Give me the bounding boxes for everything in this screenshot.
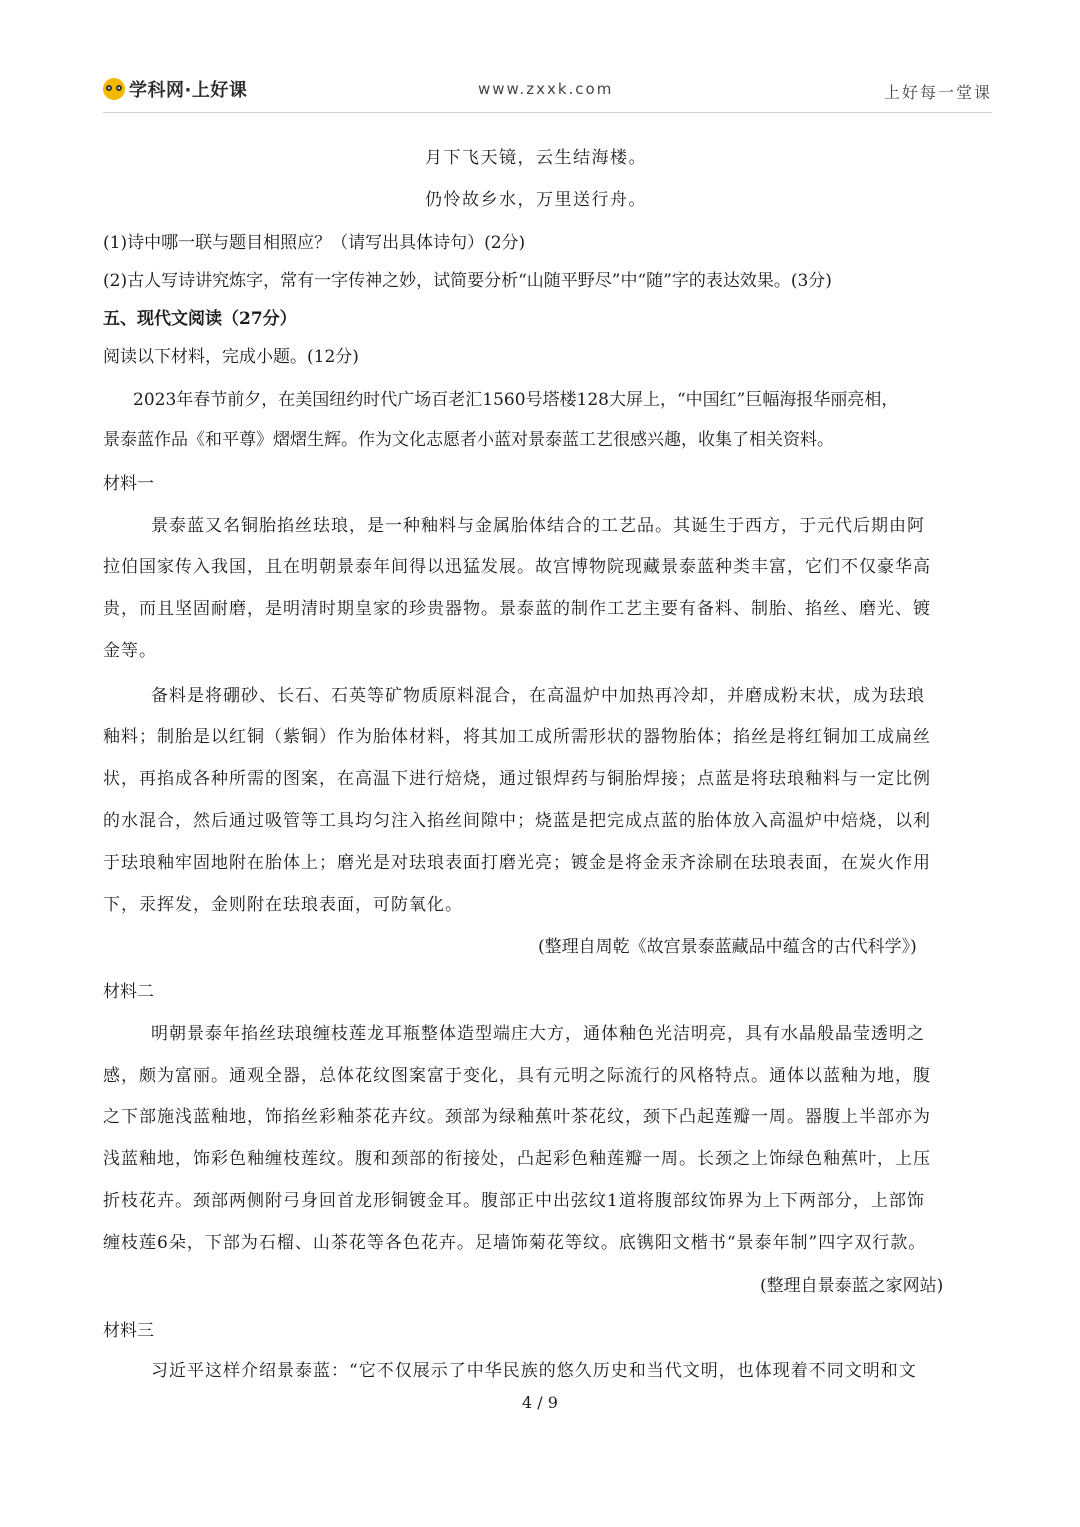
material-2-line: 缠枝莲6朵，下部为石榴、山茶花等各色花卉。足墙饰菊花等纹。底镌阳文楷书“景泰年制”四字双行款。 bbox=[103, 1233, 927, 1253]
intro-line-2: 景泰蓝作品《和平尊》熠熠生辉。作为文化志愿者小蓝对景泰蓝工艺很感兴趣，收集了相关资料。 bbox=[103, 430, 834, 450]
poem-line-2: 仍怜故乡水，万里送行舟。 bbox=[425, 190, 647, 210]
material-3-title: 材料三 bbox=[103, 1321, 154, 1341]
material-1-p2-line: 状，再掐成各种所需的图案，在高温下进行焙烧，通过银焊药与铜胎焊接；点蓝是将珐琅釉料与一定比例 bbox=[103, 769, 931, 789]
material-1-p2-line: 于珐琅釉牢固地附在胎体上；磨光是对珐琅表面打磨光亮；镀金是将金汞齐涂刷在珐琅表面，在炭火作用 bbox=[103, 853, 931, 873]
material-1-p2-line: 釉料；制胎是以红铜（紫铜）作为胎体材料，将其加工成所需形状的器物胎体；掐丝是将红铜加工成扁丝 bbox=[103, 727, 931, 747]
logo-text: 学科网·上好课 bbox=[129, 80, 248, 101]
material-1-source: (整理自周乾《故宫景泰蓝藏品中蕴含的古代科学》) bbox=[538, 937, 917, 957]
material-1-p2-line: 备料是将硼砂、长石、石英等矿物质原料混合，在高温炉中加热再冷却，并磨成粉末状，成为珐琅 bbox=[151, 686, 925, 706]
question-2: (2)古人写诗讲究炼字，常有一字传神之妙，试简要分析“山随平野尽”中“随”字的表达效果。(3分) bbox=[103, 271, 832, 291]
material-1-p1-line: 贵，而且坚固耐磨，是明清时期皇家的珍贵器物。景泰蓝的制作工艺主要有备料、制胎、掐丝、磨光、镀 bbox=[103, 599, 931, 619]
question-1: (1)诗中哪一联与题目相照应？（请写出具体诗句）(2分) bbox=[103, 233, 526, 253]
page-header bbox=[103, 72, 992, 113]
material-1-p1-line: 拉伯国家传入我国，且在明朝景泰年间得以迅猛发展。故宫博物院现藏景泰蓝种类丰富，它们不仅豪华高 bbox=[103, 557, 931, 577]
section-instruction: 阅读以下材料，完成小题。(12分) bbox=[103, 347, 359, 367]
material-1-p2-line: 下，汞挥发，金则附在珐琅表面，可防氧化。 bbox=[103, 895, 463, 915]
page-number: 4 / 9 bbox=[522, 1393, 558, 1412]
site-url: www.zxxk.com bbox=[478, 80, 614, 98]
material-2-line: 之下部施浅蓝釉地，饰掐丝彩釉茶花卉纹。颈部为绿釉蕉叶茶花纹，颈下凸起莲瓣一周。器腹上半部亦为 bbox=[103, 1107, 931, 1127]
material-1-p1-line: 景泰蓝又名铜胎掐丝珐琅，是一种釉料与金属胎体结合的工艺品。其诞生于西方，于元代后期由阿 bbox=[151, 516, 925, 536]
intro-line-1: 2023年春节前夕，在美国纽约时代广场百老汇1560号塔楼128大屏上，“中国红”巨幅海报华丽亮相， bbox=[133, 390, 899, 410]
owl-logo-icon bbox=[103, 78, 125, 100]
section-title: 五、现代文阅读（27分） bbox=[103, 309, 297, 329]
material-1-title: 材料一 bbox=[103, 474, 154, 494]
site-logo bbox=[103, 76, 247, 102]
material-2-source: (整理自景泰蓝之家网站) bbox=[760, 1276, 944, 1296]
header-slogan: 上好每一堂课 bbox=[883, 83, 992, 102]
material-1-p2-line: 的水混合，然后通过吸管等工具均匀注入掐丝间隙中；烧蓝是把完成点蓝的胎体放入高温炉中焙烧，以利 bbox=[103, 811, 931, 831]
poem-line-1: 月下飞天镜，云生结海楼。 bbox=[425, 148, 647, 168]
material-2-line: 浅蓝釉地，饰彩色釉缠枝莲纹。腹和颈部的衔接处，凸起彩色釉莲瓣一周。长颈之上饰绿色釉蕉叶，上压 bbox=[103, 1149, 931, 1169]
material-2-title: 材料二 bbox=[103, 982, 154, 1002]
material-2-line: 感，颇为富丽。通观全器，总体花纹图案富于变化，具有元明之际流行的风格特点。通体以蓝釉为地，腹 bbox=[103, 1066, 931, 1086]
material-2-line: 折枝花卉。颈部两侧附弓身回首龙形铜镀金耳。腹部正中出弦纹1道将腹部纹饰界为上下两部分，上部饰 bbox=[103, 1191, 925, 1211]
material-3-line: 习近平这样介绍景泰蓝：“它不仅展示了中华民族的悠久历史和当代文明，也体现着不同文明和文 bbox=[151, 1361, 917, 1381]
material-1-p1-line: 金等。 bbox=[103, 641, 157, 661]
material-2-line: 明朝景泰年掐丝珐琅缠枝莲龙耳瓶整体造型端庄大方，通体釉色光洁明亮，具有水晶般晶莹透明之 bbox=[151, 1024, 925, 1044]
